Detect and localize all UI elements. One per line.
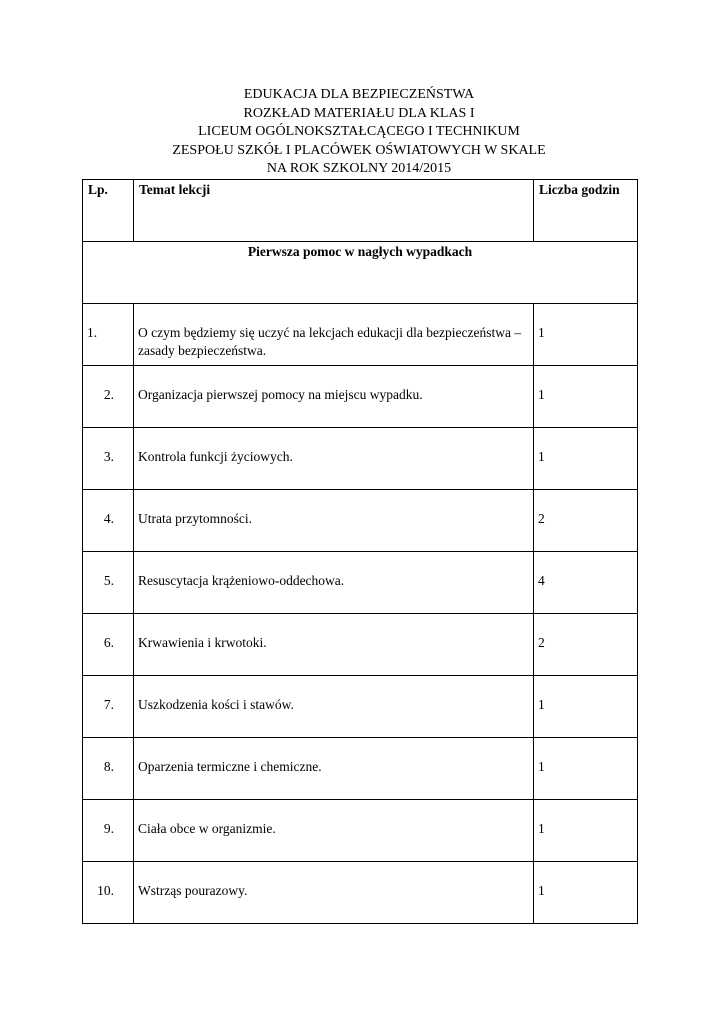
- cell-lp: 5.: [83, 552, 134, 614]
- header-line-2: ROZKŁAD MATERIAŁU DLA KLAS I: [243, 105, 475, 121]
- cell-lp: 3.: [83, 428, 134, 490]
- cell-hours: 2: [534, 490, 638, 552]
- cell-lp: 4.: [83, 490, 134, 552]
- table-header-row: [83, 180, 638, 242]
- table-row: [83, 428, 638, 490]
- cell-hours: 1: [534, 738, 638, 800]
- cell-topic: O czym będziemy się uczyć na lekcjach edukacji dla bezpieczeństwa – zasady bezpieczeństwa.: [134, 304, 534, 366]
- cell-topic: Kontrola funkcji życiowych.: [134, 428, 534, 490]
- header-line-5: NA ROK SZKOLNY 2014/2015: [266, 161, 452, 176]
- cell-hours: 1: [534, 428, 638, 490]
- cell-hours: 1: [534, 366, 638, 428]
- table-row: [83, 614, 638, 676]
- table-row: [83, 552, 638, 614]
- cell-hours: 1: [534, 676, 638, 738]
- cell-topic: Uszkodzenia kości i stawów.: [134, 676, 534, 738]
- cell-hours: 1: [534, 862, 638, 924]
- cell-topic: Resuscytacja krążeniowo-oddechowa.: [134, 552, 534, 614]
- cell-lp: 8.: [83, 738, 134, 800]
- cell-lp: 10.: [83, 862, 134, 924]
- table-row: [83, 862, 638, 924]
- table-row: [83, 738, 638, 800]
- cell-topic: Utrata przytomności.: [134, 490, 534, 552]
- column-header-lp: Lp.: [83, 180, 134, 242]
- header-line-3: LICEUM OGÓLNOKSZTAŁCĄCEGO I TECHNIKUM: [198, 124, 520, 139]
- cell-hours: 1: [534, 304, 638, 366]
- document-header: [82, 86, 636, 179]
- cell-lp: 7.: [83, 676, 134, 738]
- table-row: [83, 366, 638, 428]
- column-header-topic: Temat lekcji: [134, 180, 534, 242]
- table-row: [83, 490, 638, 552]
- cell-lp: 9.: [83, 800, 134, 862]
- cell-topic: Organizacja pierwszej pomocy na miejscu wypadku.: [134, 366, 534, 428]
- cell-lp: 6.: [83, 614, 134, 676]
- table-row: [83, 800, 638, 862]
- cell-topic: Oparzenia termiczne i chemiczne.: [134, 738, 534, 800]
- column-header-hours: Liczba godzin: [534, 180, 638, 242]
- cell-topic: Ciała obce w organizmie.: [134, 800, 534, 862]
- header-line-1: EDUKACJA DLA BEZPIECZEŃSTWA: [243, 87, 475, 102]
- cell-topic: Krwawienia i krwotoki.: [134, 614, 534, 676]
- cell-hours: 2: [534, 614, 638, 676]
- table-row: [83, 676, 638, 738]
- cell-hours: 1: [534, 800, 638, 862]
- header-line-4: ZESPOŁU SZKÓŁ I PLACÓWEK OŚWIATOWYCH W SKALE: [172, 142, 546, 158]
- lesson-schedule-table: [82, 179, 638, 924]
- table-row: [83, 304, 638, 366]
- cell-lp: 1.: [83, 304, 134, 366]
- section-row: [83, 242, 638, 304]
- cell-lp: 2.: [83, 366, 134, 428]
- cell-hours: 4: [534, 552, 638, 614]
- cell-topic: Wstrząs pourazowy.: [134, 862, 534, 924]
- section-title: Pierwsza pomoc w nagłych wypadkach: [83, 242, 638, 304]
